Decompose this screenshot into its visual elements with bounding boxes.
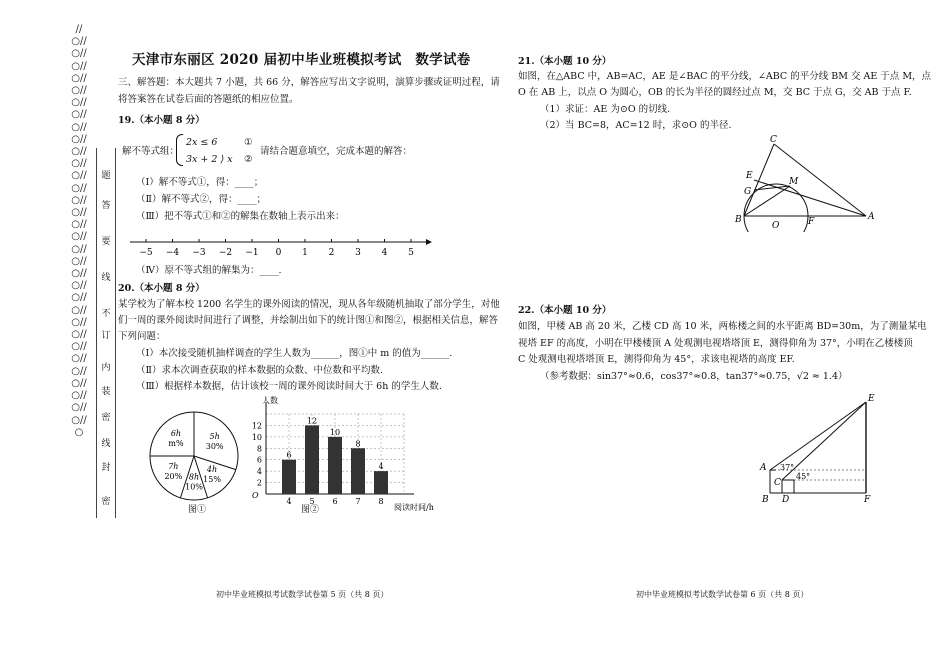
q19-step-2: （Ⅱ）解不等式②，得：____； [136, 194, 266, 205]
bar-y-tick-label: 8 [256, 444, 262, 454]
bar [374, 471, 388, 494]
point-label: F [864, 495, 871, 505]
bar-data-label: 8 [355, 439, 361, 449]
point-label: A [868, 212, 875, 222]
pie-slice-percent: 30% [205, 441, 224, 451]
number-line-tick-label: −4 [165, 248, 180, 258]
point-label: D [782, 495, 790, 505]
point-label: E [868, 394, 875, 404]
section-instructions-line2: 将答案答在试卷后面的答题纸的相应位置。 [118, 94, 299, 105]
bar [305, 425, 319, 494]
q22-paragraph-3: C 处观测电视塔塔顶 E，测得仰角为 45°，求该电视塔的高度 EF. [518, 354, 795, 365]
q21-geometry-figure [732, 132, 882, 232]
q19-mark-2: ② [244, 154, 253, 165]
pie-slice-label: 4h [206, 465, 218, 475]
margin-strip [62, 18, 111, 618]
point-label: M [789, 177, 799, 187]
margin-strip-pattern: //○//○//○//○//○//○//○//○//○//○//○//○//○//○//○//○//○//○//○//○//○//○//○//○//○//○//○//○//○//○//○//○//○ [71, 24, 87, 438]
number-line-tick-label: 5 [408, 248, 414, 258]
pie-slice-percent: 20% [164, 472, 183, 482]
strip-label: 线 [101, 439, 111, 449]
number-line-tick-label: 0 [275, 248, 282, 258]
strip-label: 内 [101, 363, 111, 373]
pie-chart [146, 408, 246, 508]
q19-inequality-1: 2x ≤ 6 [186, 137, 218, 148]
point-label: B [735, 215, 742, 225]
pie-slice-percent: 10% [185, 482, 203, 492]
strip-label: 密 [101, 497, 111, 507]
pie-slice-label: 8h [188, 472, 200, 482]
pie-slice-label: 5h [209, 431, 220, 441]
q21-paragraph-1: 如图，在△ABC 中，AB=AC，AE 是∠BAC 的平分线，∠ABC 的平分线 BM 交 AE 于点 M，点 [518, 71, 932, 82]
q19-step-1: （Ⅰ）解不等式①，得：____； [136, 177, 264, 188]
bar-caption: 图② [301, 505, 320, 515]
margin-strip-box [96, 148, 116, 518]
pie-slice-percent: 15% [203, 475, 221, 485]
strip-label: 线 [101, 273, 111, 283]
q19-instruction: 请结合题意填空，完成本题的解答： [260, 146, 413, 157]
strip-label: 要 [101, 237, 111, 247]
bar-data-label: 6 [286, 450, 292, 460]
bar-y-tick-label: 10 [251, 432, 262, 442]
strip-label: 不 [101, 309, 111, 319]
q21-subquestion-2: （2）当 BC=8，AC=12 时，求⊙O 的半径. [540, 120, 732, 131]
number-line-tick-label: −1 [245, 248, 259, 258]
strip-label: 题 [101, 171, 111, 181]
q22-tower-figure [756, 390, 876, 506]
building-cd [782, 480, 794, 493]
q21-paragraph-2: O 在 AB 上，以点 O 为圆心，OB 的长为半径的圆经过点 M，交 BC 于点 G，交 AB 于点 F. [518, 87, 912, 98]
q20-paragraph-2: 们一周的课外阅读时间进行了调整，并绘制出如下的统计图①和图②，根据相关信息，解答 [118, 315, 499, 326]
strip-label: 封 [101, 463, 111, 473]
q20-subquestion-2: （Ⅱ）求本次调查获取的样本数据的众数、中位数和平均数. [136, 365, 383, 376]
bar-x-tick-label: 4 [286, 497, 292, 506]
segment-ca [774, 144, 866, 216]
number-line [126, 234, 436, 260]
brace [176, 134, 183, 166]
q19-inequality-2: 3x + 2 ⟩ x [186, 154, 233, 165]
q22-reference-data: （参考数据：sin37°≈0.6，cos37°≈0.8，tan37°≈0.75，√2 ≈ 1.4） [540, 371, 848, 382]
pie-caption: 图① [188, 505, 207, 515]
bar-x-tick-label: 7 [355, 497, 361, 506]
bar-data-label: 12 [306, 416, 318, 426]
q20-subquestion-1: （Ⅰ）本次接受随机抽样调查的学生人数为______，图①中 m 的值为______. [136, 348, 453, 359]
number-line-tick-label: 4 [381, 248, 388, 258]
pie-slice-label: 6h [170, 428, 182, 438]
point-label: A [760, 463, 767, 473]
sight-line-ce [782, 402, 866, 480]
bar-y-tick-label: 6 [256, 455, 262, 465]
bar-y-label: 人数 [262, 396, 278, 405]
point-label: F [808, 217, 815, 227]
strip-label: 密 [101, 413, 111, 423]
bar [282, 460, 296, 494]
number-line-tick-label: −5 [139, 248, 153, 258]
footer-left: 初中毕业班模拟考试数学试卷第 5 页（共 8 页） [216, 590, 389, 599]
bar-x-label: 阅读时间/h [394, 503, 434, 512]
q19-mark-1: ① [244, 137, 253, 148]
point-label: C [770, 135, 777, 145]
bar-x-tick-label: 8 [378, 497, 384, 506]
q19-step-4: （Ⅳ）原不等式组的解集为：____. [136, 265, 282, 276]
footer-right: 初中毕业班模拟考试数学试卷第 6 页（共 8 页） [636, 590, 809, 599]
point-label: B [762, 495, 769, 505]
q21-heading: 21.（本小题 10 分） [518, 56, 612, 67]
angle-label: 37° [780, 463, 795, 472]
number-line-tick-label: 2 [328, 248, 335, 258]
point-label: C [774, 478, 781, 488]
q20-heading: 20.（本小题 8 分） [118, 283, 205, 294]
point-label: G [744, 187, 752, 197]
q22-paragraph-2: 视塔 EF 的高度，小明在甲楼楼顶 A 处观测电视塔塔顶 E，测得仰角为 37°，小明在乙楼楼顶 [518, 338, 913, 349]
sight-line-ae [770, 402, 866, 470]
number-line-tick-label: 1 [302, 248, 308, 258]
bar-y-tick-label: 12 [251, 421, 262, 431]
pie-slice-percent: m% [168, 438, 184, 448]
q19-intro: 解不等式组： [122, 146, 180, 157]
page-title: 天津市东丽区 2020 届初中毕业班模拟考试 数学试卷 [132, 52, 471, 68]
bar-origin-label: O [252, 491, 259, 500]
bar-data-label: 4 [378, 462, 384, 472]
q19-step-3: （Ⅲ）把不等式①和②的解集在数轴上表示出来： [136, 211, 345, 222]
number-line-tick-label: 3 [355, 248, 361, 258]
bar-chart [238, 394, 456, 514]
strip-label: 订 [101, 331, 111, 341]
bar-data-label: 10 [329, 427, 341, 437]
bar-x-tick-label: 5 [309, 497, 315, 506]
bar-y-tick-label: 2 [256, 478, 262, 488]
point-label: E [746, 171, 753, 181]
strip-label: 装 [101, 387, 111, 397]
point-label: O [772, 221, 780, 231]
q19-heading: 19.（本小题 8 分） [118, 115, 205, 126]
q22-paragraph-1: 如图，甲楼 AB 高 20 米，乙楼 CD 高 10 米，两栋楼之间的水平距离 BD=30m，为了测量某电 [518, 321, 927, 332]
number-line-tick-label: −3 [192, 248, 206, 258]
number-line-tick-label: −2 [218, 248, 233, 258]
q21-subquestion-1: （1）求证：AE 为⊙O 的切线. [540, 104, 671, 115]
q20-paragraph-1: 某学校为了解本校 1200 名学生的课外阅读的情况，现从各年级随机抽取了部分学生，对他 [118, 299, 500, 310]
bar [351, 448, 365, 494]
section-instructions-line1: 三、解答题：本大题共 7 小题，共 66 分，解答应写出文字说明，演算步骤或证明过程，请 [118, 77, 500, 88]
q20-paragraph-3: 下列问题： [118, 331, 166, 342]
bar-y-tick-label: 4 [256, 467, 262, 477]
bar-x-tick-label: 6 [332, 497, 338, 506]
pie-slice-label: 7h [168, 462, 179, 472]
bar [328, 437, 342, 494]
number-line-arrow [426, 239, 432, 245]
angle-label: 45° [796, 472, 811, 481]
strip-label: 答 [101, 201, 111, 211]
q20-subquestion-3: （Ⅲ）根据样本数据，估计该校一周的课外阅读时间大于 6h 的学生人数. [136, 381, 442, 392]
q22-heading: 22.（本小题 10 分） [518, 305, 612, 316]
